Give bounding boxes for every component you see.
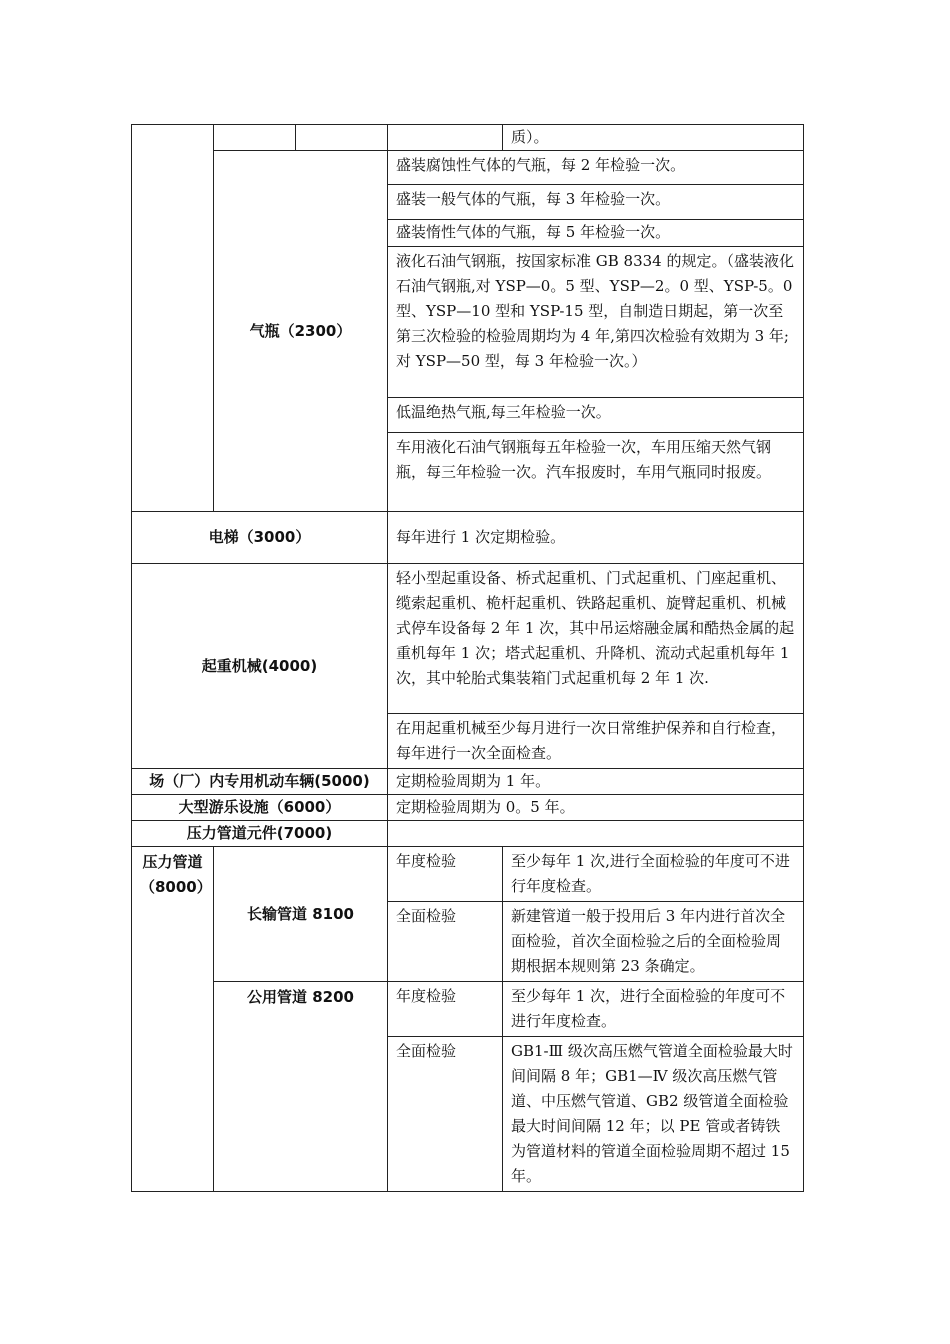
document-page <box>131 124 803 1192</box>
elevator-rule: 每年进行 1 次定期检验。 <box>388 512 804 564</box>
gas-cylinder-rule: 液化石油气钢瓶，按国家标准 GB 8334 的规定。（盛装液化石油气钢瓶,对 YSP—0。5 型、YSP—2。0 型、YSP-5。0 型、YSP—10 型和 YSP-15 型，自制造日期起，第一次至第三次检验的检验周期均为 4 年,第四次检验有效期为 3 年;对 YSP—50 型，每 3 年检验一次。） <box>388 247 804 398</box>
gas-cylinder-rule: 盛装腐蚀性气体的气瓶，每 2 年检验一次。 <box>388 151 804 185</box>
table-row <box>132 821 804 847</box>
gas-cylinder-rule: 盛装惰性气体的气瓶，每 5 年检验一次。 <box>388 220 804 247</box>
amusement-rule: 定期检验周期为 0。5 年。 <box>388 795 804 821</box>
full-inspection-label: 全面检验 <box>388 1037 503 1192</box>
gas-cylinder-rule: 盛装一般气体的气瓶，每 3 年检验一次。 <box>388 185 804 220</box>
elevator-label: 电梯（3000） <box>132 512 388 564</box>
table-row <box>132 564 804 714</box>
continued-rule-text: 质）。 <box>503 125 804 151</box>
full-inspection-rule: 新建管道一般于投用后 3 年内进行首次全面检验，首次全面检验之后的全面检验周期根据本规则第 23 条确定。 <box>503 902 804 982</box>
empty-cell <box>388 125 503 151</box>
annual-inspection-label: 年度检验 <box>388 847 503 902</box>
empty-cell <box>296 125 388 151</box>
empty-cell <box>214 125 296 151</box>
annual-inspection-rule: 至少每年 1 次,进行全面检验的年度可不进行年度检查。 <box>503 847 804 902</box>
amusement-label: 大型游乐设施（6000） <box>132 795 388 821</box>
table-row <box>132 982 804 1037</box>
full-inspection-rule: GB1-Ⅲ 级次高压燃气管道全面检验最大时间间隔 8 年；GB1—Ⅳ 级次高压燃气管道、中压燃气管道、GB2 级管道全面检验最大时间间隔 12 年；以 PE 管或者铸铁为管道材料的管道全面检验周期不超过 15 年。 <box>503 1037 804 1192</box>
public-pipe-label: 公用管道 8200 <box>214 982 388 1192</box>
pipe-component-label: 压力管道元件(7000) <box>132 821 388 847</box>
full-inspection-label: 全面检验 <box>388 902 503 982</box>
table-row <box>132 769 804 795</box>
gas-cylinder-rule: 车用液化石油气钢瓶每五年检验一次，车用压缩天然气钢瓶，每三年检验一次。汽车报废时，车用气瓶同时报废。 <box>388 433 804 512</box>
gas-cylinder-rule: 低温绝热气瓶,每三年检验一次。 <box>388 398 804 433</box>
vehicle-label: 场（厂）内专用机动车辆(5000) <box>132 769 388 795</box>
gas-cylinder-label: 气瓶（2300） <box>214 151 388 512</box>
crane-rule: 在用起重机械至少每月进行一次日常维护保养和自行检查，每年进行一次全面检查。 <box>388 714 804 769</box>
pressure-pipe-label: 压力管道（8000） <box>132 847 214 1192</box>
long-distance-pipe-label: 长输管道 8100 <box>214 847 388 982</box>
table-row <box>132 151 804 185</box>
crane-rule: 轻小型起重设备、桥式起重机、门式起重机、门座起重机、缆索起重机、桅杆起重机、铁路起重机、旋臂起重机、机械式停车设备每 2 年 1 次，其中吊运熔融金属和酷热金属的起重机每年 1 次；塔式起重机、升降机、流动式起重机每年 1 次，其中轮胎式集装箱门式起重机每 2 年 1 次. <box>388 564 804 714</box>
inspection-period-table <box>131 124 804 1192</box>
table-row <box>132 847 804 902</box>
vehicle-rule: 定期检验周期为 1 年。 <box>388 769 804 795</box>
empty-category-cell <box>132 125 214 512</box>
table-row <box>132 795 804 821</box>
table-row <box>132 512 804 564</box>
annual-inspection-rule: 至少每年 1 次，进行全面检验的年度可不进行年度检查。 <box>503 982 804 1037</box>
crane-label: 起重机械(4000) <box>132 564 388 769</box>
pipe-component-rule <box>388 821 804 847</box>
annual-inspection-label: 年度检验 <box>388 982 503 1037</box>
table-row <box>132 125 804 151</box>
